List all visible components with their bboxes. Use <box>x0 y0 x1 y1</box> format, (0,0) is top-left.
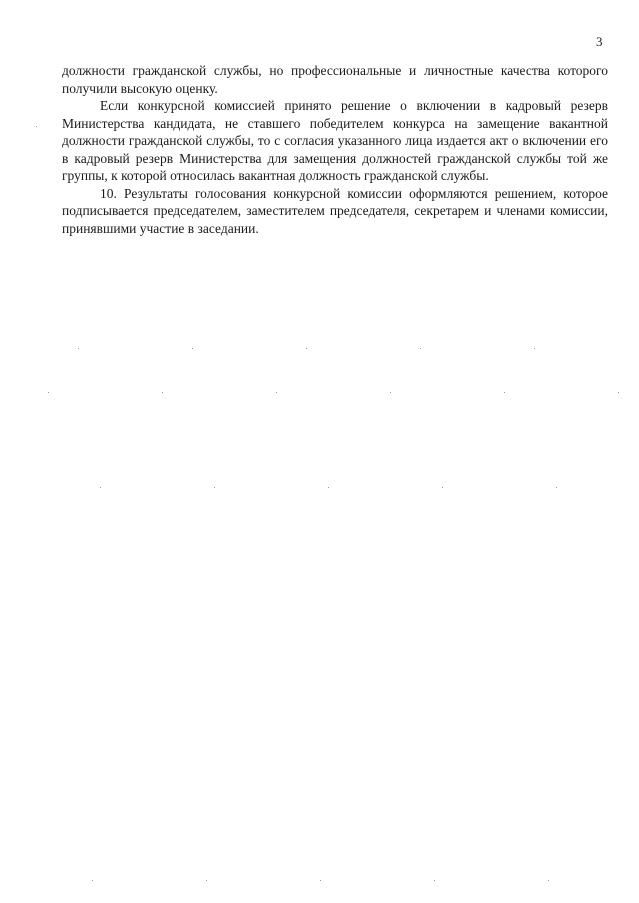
paragraph-reserve-decision: Если конкурсной комиссией принято решение о включении в кадровый резерв Министерства кандидата, не ставшего победителем конкурса на замещение вакантной должности гражданской службы, то с согласия указанного лица издается акт о включении его в кадровый резерв Министерства для замещения должностей гражданской службы той же группы, к которой относилась вакантная должность гражданской службы. <box>62 98 608 183</box>
paragraph-continuation: должности гражданской службы, но профессиональные и личностные качества которого получили высокую оценку. <box>62 63 608 96</box>
page-number: 3 <box>596 34 603 49</box>
document-body <box>62 62 608 237</box>
paragraph-voting-results: 10. Результаты голосования конкурсной комиссии оформляются решением, которое подписывается председателем, заместителем председателя, секретарем и членами комиссии, принявшими участие в заседании. <box>62 185 608 236</box>
